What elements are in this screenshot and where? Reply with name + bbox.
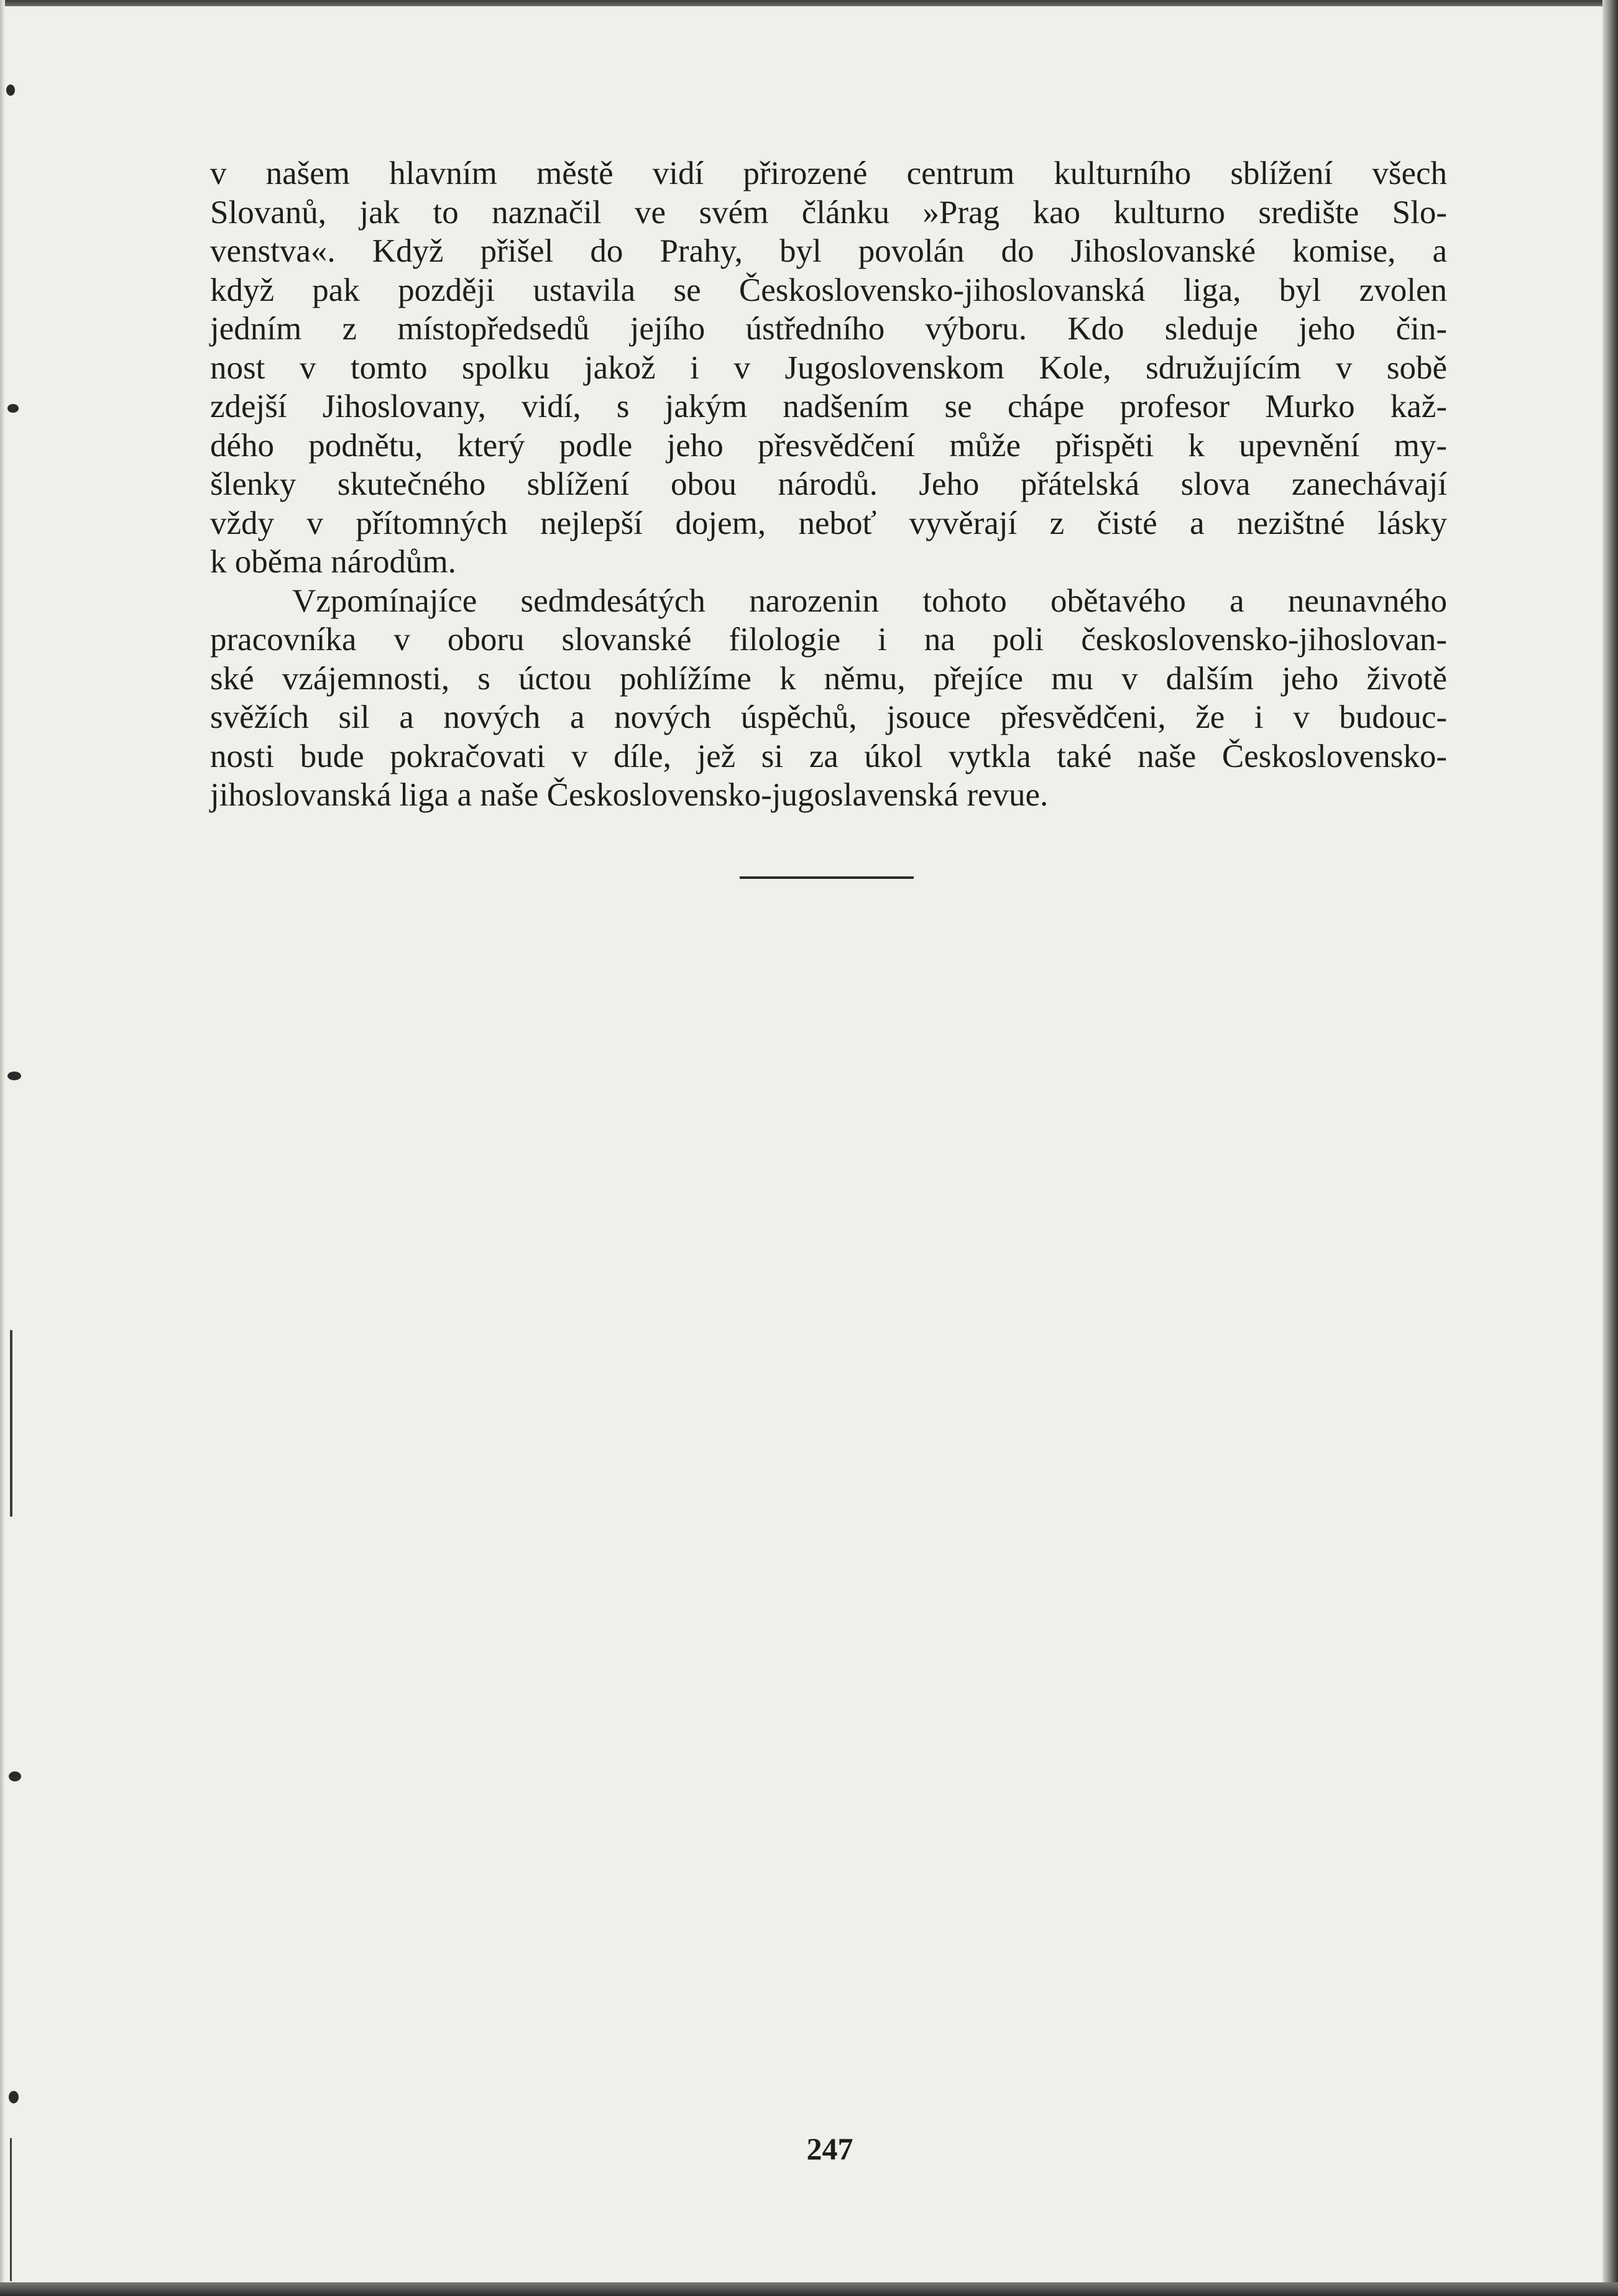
- text-line: svěžích sil a nových a nových úspěchů, jsouce přesvědčeni, že i v budouc-: [210, 699, 1447, 735]
- text-line: ské vzájemnosti, s úctou pohlížíme k němu, přejíce mu v dalším jeho životě: [210, 660, 1447, 697]
- scan-edge-right: [1602, 0, 1618, 2296]
- text-line: vždy v přítomných nejlepší dojem, neboť vyvěrají z čisté a nezištné lásky: [210, 505, 1447, 541]
- text-line: když pak později ustavila se Československo-jihoslovanská liga, byl zvolen: [210, 272, 1447, 308]
- text-line: dého podnětu, který podle jeho přesvědčení může přispěti k upevnění my-: [210, 427, 1447, 464]
- text-line: v našem hlavním městě vidí přirozené centrum kulturního sblížení všech: [210, 155, 1447, 191]
- text-line: k oběma národům.: [210, 544, 456, 580]
- section-divider: [740, 876, 914, 879]
- scan-edge-left: [0, 0, 5, 2296]
- text-line: šlenky skutečného sblížení obou národů. Jeho přátelská slova zanechávají: [210, 466, 1447, 502]
- binding-hole-mark: [9, 2091, 19, 2103]
- binding-edge-line: [10, 2138, 12, 2281]
- text-line: nost v tomto spolku jakož i v Jugoslovenskom Kole, sdružujícím v sobě: [210, 349, 1447, 386]
- text-line: jedním z místopředsedů jejího ústředního výboru. Kdo sleduje jeho čin-: [210, 311, 1447, 347]
- binding-hole-mark: [9, 1771, 21, 1781]
- text-line: pracovníka v oboru slovanské filologie i na poli československo-jihoslovan-: [210, 622, 1447, 658]
- text-line: Vzpomínajíce sedmdesátých narozenin tohoto obětavého a neunavného: [292, 582, 1447, 619]
- paragraph-1: [210, 154, 1447, 582]
- text-line: zdejší Jihoslovany, vidí, s jakým nadšením se chápe profesor Murko kaž-: [210, 388, 1447, 425]
- binding-hole-mark: [6, 85, 15, 96]
- scan-edge-bottom: [0, 2282, 1618, 2296]
- binding-hole-mark: [7, 404, 19, 413]
- text-line: nosti bude pokračovati v díle, jež si za úkol vytkla také naše Československo-: [210, 738, 1447, 774]
- paragraph-2: [210, 582, 1447, 815]
- scan-edge-top: [0, 0, 1618, 6]
- text-line: venstva«. Když přišel do Prahy, byl povolán do Jihoslovanské komise, a: [210, 233, 1447, 269]
- text-line: Slovanů, jak to naznačil ve svém článku »Prag kao kulturno središte Slo-: [210, 194, 1447, 231]
- body-text: [210, 154, 1447, 815]
- page-number: 247: [806, 2131, 853, 2166]
- binding-edge-line: [10, 1330, 12, 1517]
- binding-hole-mark: [7, 1072, 21, 1080]
- text-line: jihoslovanská liga a naše Československo-jugoslavenská revue.: [210, 777, 1049, 813]
